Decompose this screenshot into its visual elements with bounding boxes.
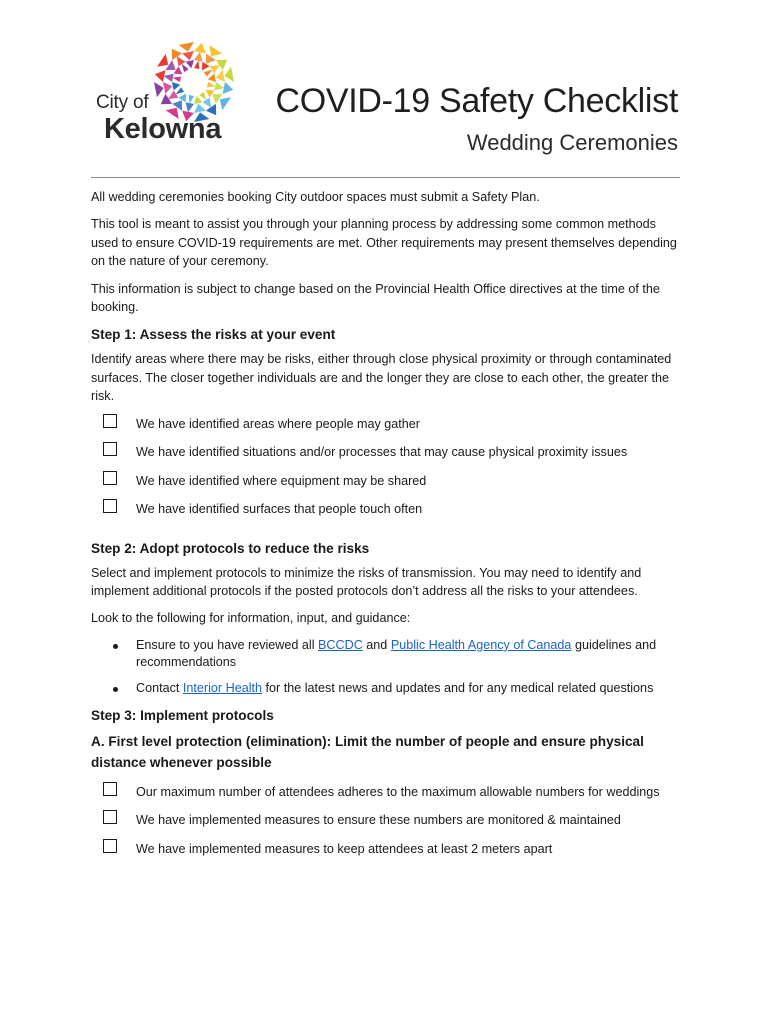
logo-segment [157,54,168,67]
checkbox-icon[interactable] [103,499,117,513]
logo-segment [214,82,224,90]
logo-segment [216,70,225,82]
document-body [91,188,685,878]
logo-segment [210,65,220,74]
page-subtitle: Wedding Ceremonies [466,130,678,155]
checkbox-icon[interactable] [103,782,117,796]
logo-segment [174,66,183,74]
list-item [91,680,685,697]
checkbox-icon[interactable] [103,414,117,428]
checklist-item[interactable] [91,783,685,812]
bccdc-link[interactable]: BCCDC [318,637,363,652]
logo-segment [178,94,186,103]
checklist-item-label: We have identified situations and/or processes that may cause physical proximity issues [136,445,628,460]
logo-kelowna-text: Kelowna [104,113,222,145]
logo-segment [206,90,215,98]
checkbox-icon[interactable] [103,442,117,456]
logo-segment [179,42,194,52]
step3-checklist [91,783,685,869]
logo-segment [202,62,210,71]
logo-segment [194,43,206,54]
logo-segment [194,52,202,62]
step1-heading: Step 1: Assess the risks at your event [91,327,336,343]
bullet2-pre: Contact [136,680,183,695]
interior-health-link[interactable]: Interior Health [182,680,263,695]
checklist-item[interactable] [91,500,685,529]
logo-segment [155,70,166,82]
logo-segment [176,87,184,94]
checklist-item-label: Our maximum number of attendees adheres to the maximum allowable numbers for weddings [136,784,660,799]
checkbox-icon[interactable] [103,839,117,853]
step2-body: Select and implement protocols to minimize the risks of transmission. You may need to identify and implement additional protocols if the posted protocols don’t address all the risks to your attendees. [91,565,642,599]
checklist-item[interactable] [91,415,685,444]
step3-subheading: A. First level protection (elimination): Limit the number of people and ensure physical distance whenever possible [91,733,644,770]
checklist-item-label: We have identified areas where people may gather [136,416,420,431]
step2-heading: Step 2: Adopt protocols to reduce the risks [91,540,370,556]
bullet-icon [113,687,118,692]
checklist-item-label: We have implemented measures to keep attendees at least 2 meters apart [136,841,553,856]
checklist-item[interactable] [91,840,685,869]
city-of-kelowna-logo-icon [152,40,236,124]
logo-segment [204,70,212,77]
logo-segment [208,74,216,82]
logo-segment [194,96,202,104]
logo-segment [223,82,234,94]
checklist-item-label: We have implemented measures to ensure these numbers are monitored & maintained [136,813,621,828]
list-item [91,637,685,671]
step1-body: Identify areas where there may be risks, either through close physical proximity or through contaminated surfaces. The closer together individuals are and the longer they are close to each other, the greater the risk. [91,352,672,404]
logo-segment [182,51,194,60]
step1-checklist [91,415,685,529]
logo-segment [209,45,222,56]
logo-segment [189,95,194,104]
bullet1-post: guidelines and recommendations [136,637,657,669]
checkbox-icon[interactable] [103,471,117,485]
logo-segment [154,82,164,97]
logo-segment [186,102,194,112]
bullet1-pre: Ensure to you have reviewed all [136,637,319,652]
intro-paragraph-2: This tool is meant to assist you through your planning process by addressing some common methods used to ensure COVID-19 requirements are met. Other requirements may present themselves depending on the nature of your ceremony. [91,217,677,269]
logo-segment [177,56,186,66]
checklist-item[interactable] [91,811,685,840]
bullet-icon [113,644,118,649]
logo-segment [186,60,194,68]
logo-segment [172,82,180,90]
logo-segment [199,92,206,100]
step2-bullets [91,637,685,697]
page-title: COVID-19 Safety Checklist [275,82,678,120]
bullet2-post: for the latest news and updates and for any medical related questions [262,680,654,695]
logo-segment [163,82,172,94]
header-divider [91,177,680,178]
logo-segment [172,77,181,82]
logo-segment [224,67,234,82]
logo-city-of-text: City of [96,92,149,113]
step2-lead: Look to the following for information, input, and guidance: [91,611,411,626]
logo-segment [202,98,211,108]
logo-segment [168,90,178,99]
logo-segment [164,74,174,82]
checkbox-icon[interactable] [103,810,117,824]
step3-heading: Step 3: Implement protocols [91,707,274,723]
checklist-item[interactable] [91,472,685,501]
checklist-item[interactable] [91,443,685,472]
logo-segment [207,82,216,87]
city-logo [96,40,236,150]
checklist-item-label: We have identified surfaces that people touch often [136,502,423,517]
logo-segment [182,64,189,72]
logo-segment [216,60,227,70]
logo-segment [194,60,199,69]
checklist-item-label: We have identified where equipment may be shared [136,473,427,488]
logo-segment [194,104,206,113]
phac-link[interactable]: Public Health Agency of Canada [390,637,572,652]
intro-paragraph-1: All wedding ceremonies booking City outdoor spaces must submit a Safety Plan. [91,190,540,204]
logo-segment [220,97,231,110]
bullet1-mid: and [362,637,391,652]
logo-segment [172,49,182,60]
logo-segment [161,94,172,104]
intro-paragraph-3: This information is subject to change based on the Provincial Health Office directives at the time of the booking. [91,281,660,315]
